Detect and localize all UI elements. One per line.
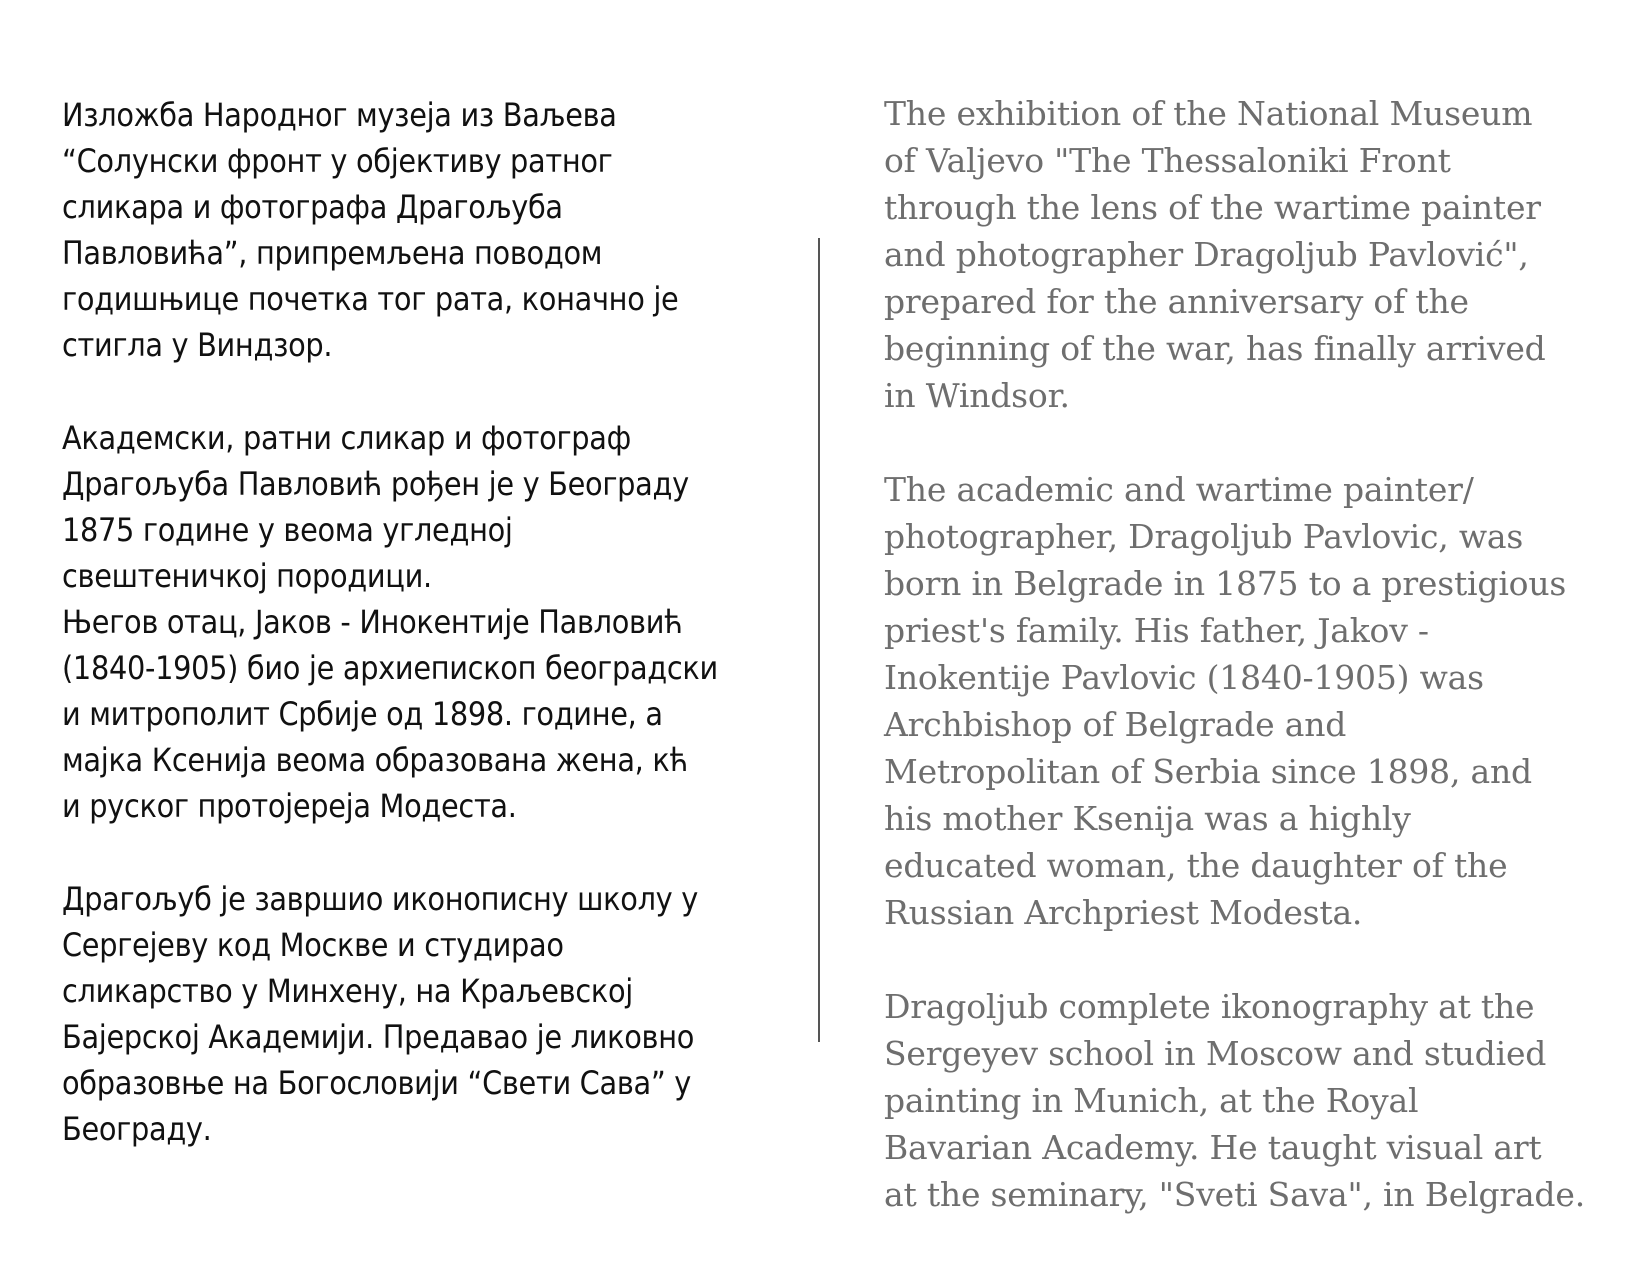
text-line: through the lens of the wartime painter: [884, 188, 1541, 227]
text-line: Bavarian Academy. He taught visual art: [884, 1128, 1542, 1167]
text-line: born in Belgrade in 1875 to a prestigious: [884, 564, 1567, 603]
text-line: photographer, Dragoljub Pavlovic, was: [884, 517, 1524, 556]
text-line: at the seminary, "Sveti Sava", in Belgrade.: [884, 1175, 1585, 1214]
text-line: стигла у Виндзор.: [62, 326, 333, 364]
paragraph: [884, 466, 1624, 936]
serbian-text-column: [62, 92, 782, 1152]
text-line: свештеничкој породици.: [62, 557, 432, 595]
paragraph: [62, 92, 782, 368]
text-line: и руског протојереја Модеста.: [62, 787, 517, 825]
text-line: Inokentije Pavlovic (1840-1905) was: [884, 658, 1484, 697]
text-line: and photographer Dragoljub Pavlović",: [884, 235, 1529, 274]
text-line: сликарство у Минхену, на Краљевској: [62, 972, 633, 1010]
text-line: 1875 године у веома угледној: [62, 511, 513, 549]
text-line: Бајерској Академији. Предавао је ликовно: [62, 1018, 695, 1056]
text-line: Изложба Народног музеја из Ваљева: [62, 96, 617, 134]
text-line: beginning of the war, has finally arrived: [884, 329, 1546, 368]
text-line: painting in Munich, at the Royal: [884, 1081, 1419, 1120]
paragraph: [884, 90, 1624, 419]
text-line: сликара и фотографа Драгољуба: [62, 188, 563, 226]
text-line: Павловића”, припремљена поводом: [62, 234, 603, 272]
text-line: in Windsor.: [884, 376, 1070, 415]
text-line: Metropolitan of Serbia since 1898, and: [884, 752, 1532, 791]
english-text-column: [884, 90, 1624, 1218]
text-line: годишњице почетка тог рата, коначно је: [62, 280, 679, 318]
text-line: Драгољуб је завршио иконописну школу у: [62, 880, 698, 918]
paragraph: [62, 415, 782, 829]
text-line: Београду.: [62, 1110, 212, 1148]
text-line: The exhibition of the National Museum: [884, 94, 1533, 133]
paragraph: [884, 983, 1624, 1218]
text-line: of Valjevo "The Thessaloniki Front: [884, 141, 1451, 180]
text-line: Russian Archpriest Modesta.: [884, 893, 1363, 932]
text-line: Академски, ратни сликар и фотограф: [62, 419, 631, 457]
text-line: Драгољуба Павловић рођен је у Београду: [62, 465, 689, 503]
text-line: Sergeyev school in Moscow and studied: [884, 1034, 1547, 1073]
text-line: educated woman, the daughter of the: [884, 846, 1508, 885]
text-line: (1840-1905) био је архиепископ београдски: [62, 649, 718, 687]
text-line: priest's family. His father, Jakov -: [884, 611, 1429, 650]
text-line: his mother Ksenija was a highly: [884, 799, 1411, 838]
paragraph: [62, 876, 782, 1152]
text-line: образовње на Богословији “Свети Сава” у: [62, 1064, 692, 1102]
text-line: “Солунски фронт у објективу ратног: [62, 142, 613, 180]
text-line: Archbishop of Belgrade and: [884, 705, 1347, 744]
text-line: Dragoljub complete ikonography at the: [884, 987, 1535, 1026]
text-line: Његов отац, Јаков - Инокентије Павловић: [62, 603, 683, 641]
text-line: и митрополит Србије од 1898. године, а: [62, 695, 663, 733]
column-divider: [818, 238, 820, 1042]
text-line: Сергејеву код Москве и студирао: [62, 926, 564, 964]
text-line: мајка Ксенија веома образована жена, кћ: [62, 741, 688, 779]
text-line: The academic and wartime painter/: [884, 470, 1474, 509]
text-line: prepared for the anniversary of the: [884, 282, 1469, 321]
